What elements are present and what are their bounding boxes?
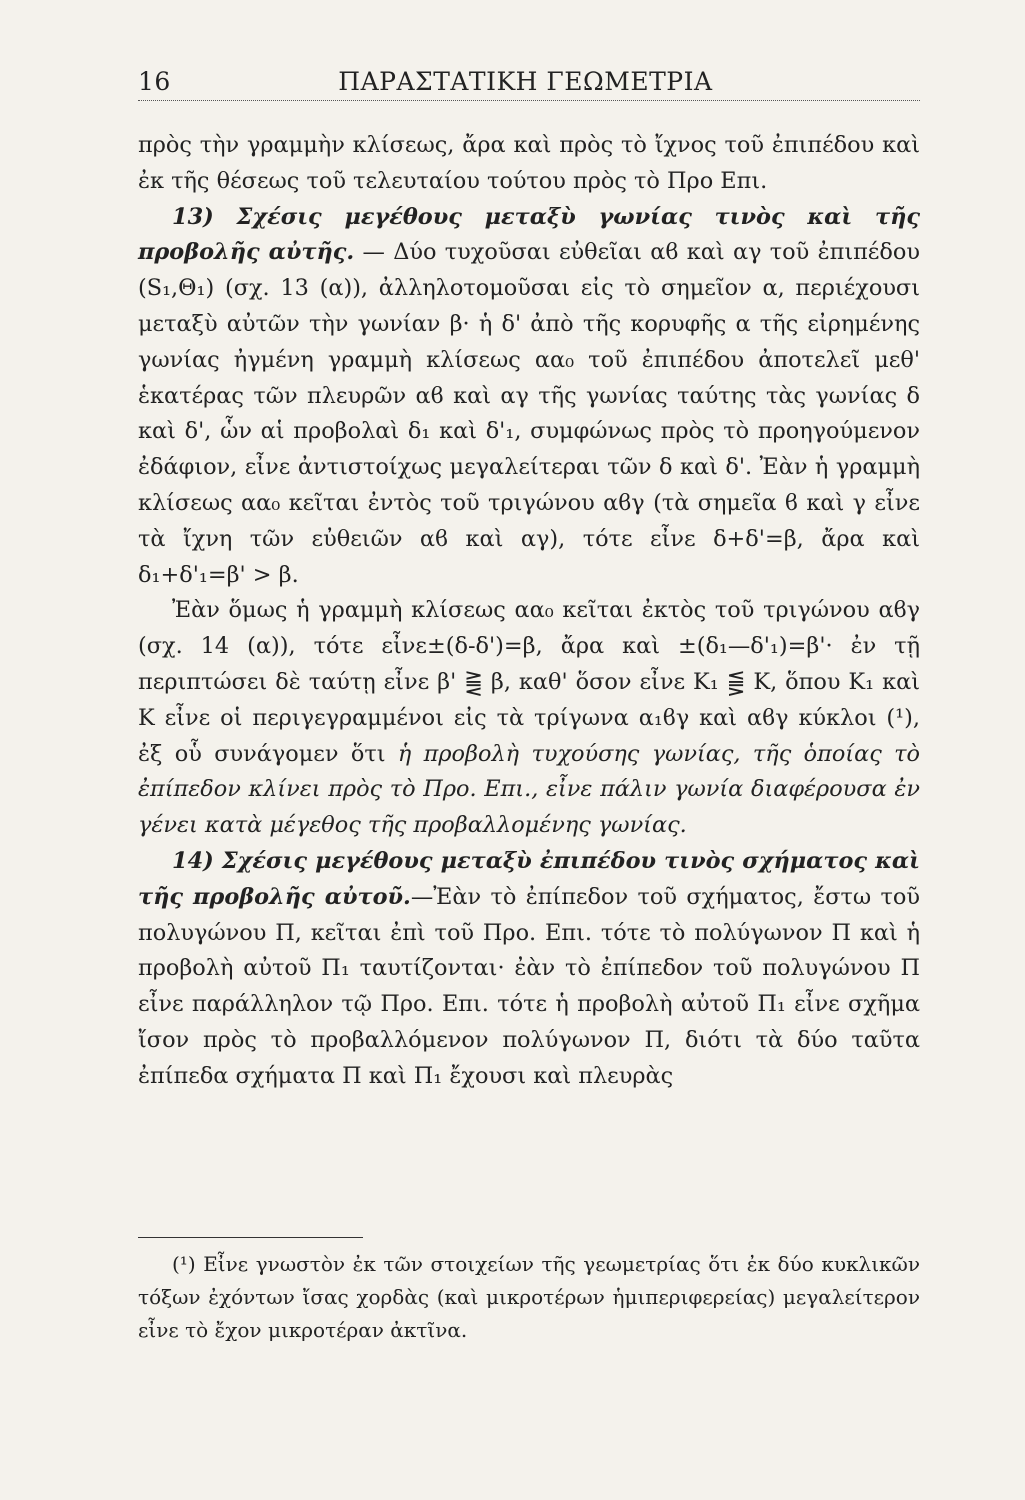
footnote: (¹) Εἶνε γνωστὸν ἐκ τῶν στοιχείων τῆς γεωμετρίας ὅτι ἐκ δύο κυκλικῶν τόξων ἐχόντων ἴσας χορδὰς (καὶ μικροτέρων ἡμιπεριφερείας) μεγαλείτερον εἶνε τὸ ἔχον μικροτέραν ἀκτῖνα. xyxy=(138,1252,920,1342)
footnote-rule xyxy=(138,1237,363,1238)
page-header xyxy=(138,52,920,96)
page-number: 16 xyxy=(138,67,171,96)
paragraph-continuation: πρὸς τὴν γραμμὴν κλίσεως, ἄρα καὶ πρὸς τὸ ἴχνος τοῦ ἐπιπέδου καὶ ἐκ τῆς θέσεως τοῦ τελευταίου τούτου πρὸς τὸ Προ Επι. xyxy=(138,132,920,194)
running-title: ΠΑΡΑΣΤΑΤΙΚΗ ΓΕΩΜΕΤΡΙΑ xyxy=(338,67,713,96)
paragraph-outside-text: Ἐὰν ὅμως ἡ γραμμὴ κλίσεως αα₀ κεῖται ἐκτὸς τοῦ τριγώνου αϐγ (σχ. 14 (α)), τότε εἶνε±(δ-δ')=β, ἄρα καὶ ±(δ₁—δ'₁)=β'· ἐν τῇ περιπτώσει δὲ ταύτῃ εἶνε β' ⪌ β, καθ' ὅσον εἶνε K₁ ⪋ K, ὅπου K₁ καὶ K εἶνε οἱ περιγεγραμμένοι εἰς τὰ τρίγωνα α₁ϐγ καὶ αϐγ κύκλοι (¹), ἐξ οὗ συνάγομεν ὅτι xyxy=(138,597,920,767)
page-body xyxy=(138,128,920,1095)
paragraph-outside-conclusion: ἡ προβολὴ τυχούσης γωνίας, τῆς ὁποίας τὸ ἐπίπεδον κλίνει πρὸς τὸ Προ. Επι., εἶνε πάλιν γωνία διαφέρουσα ἐν γένει κατὰ μέγεθος τῆς προβαλλομένης γωνίας. xyxy=(138,740,920,839)
section-13-text: — Δύο τυχοῦσαι εὐθεῖαι αϐ καὶ αγ τοῦ ἐπιπέδου (S₁,Θ₁) (σχ. 13 (α)), ἀλληλοτομοῦσαι εἰς τὸ σημεῖον α, περιέχουσι μεταξὺ αὐτῶν τὴν γωνίαν β· ἡ δ' ἀπὸ τῆς κορυφῆς α τῆς εἰρημένης γωνίας ἠγμένη γραμμὴ κλίσεως αα₀ τοῦ ἐπιπέδου ἀποτελεῖ μεθ' ἑκατέρας τῶν πλευρῶν αϐ καὶ αγ τῆς γωνίας ταύτης τὰς γωνίας δ καὶ δ', ὧν αἱ προβολαὶ δ₁ καὶ δ'₁, συμφώνως πρὸς τὸ προηγούμενον ἐδάφιον, εἶνε ἀντιστοίχως μεγαλείτεραι τῶν δ καὶ δ'. Ἐὰν ἡ γραμμὴ κλίσεως αα₀ κεῖται ἐντὸς τοῦ τριγώνου αϐγ (τὰ σημεῖα ϐ καὶ γ εἶνε τὰ ἴχνη τῶν εὐθειῶν αϐ καὶ αγ), τότε εἶνε δ+δ'=β, ἄρα καὶ δ₁+δ'₁=β' > β. xyxy=(138,239,920,588)
section-14 xyxy=(138,844,920,1095)
paragraph-outside-triangle xyxy=(138,593,920,844)
header-rule xyxy=(138,100,920,101)
section-13-title: 13) Σχέσις μεγέθους μεταξὺ γωνίας τινὸς καὶ τῆς προβολῆς αὐτῆς. xyxy=(138,203,920,266)
section-14-title: 14) Σχέσις μεγέθους μεταξὺ ἐπιπέδου τινὸς σχήματος καὶ τῆς προβολῆς αὐτοῦ. xyxy=(138,847,920,910)
section-13 xyxy=(138,200,920,594)
section-14-text: —Ἐὰν τὸ ἐπίπεδον τοῦ σχήματος, ἔστω τοῦ πολυγώνου Π, κεῖται ἐπὶ τοῦ Προ. Επι. τότε τὸ πολύγωνον Π καὶ ἡ προβολὴ αὐτοῦ Π₁ ταυτίζονται· ἐὰν τὸ ἐπίπεδον τοῦ πολυγώνου Π εἶνε παράλληλον τῷ Προ. Επι. τότε ἡ προβολὴ αὐτοῦ Π₁ εἶνε σχῆμα ἴσον πρὸς τὸ προβαλλόμενον πολύγωνον Π, διότι τὰ δύο ταῦτα ἐπίπεδα σχήματα Π καὶ Π₁ ἔχουσι καὶ πλευρὰς xyxy=(138,883,921,1089)
